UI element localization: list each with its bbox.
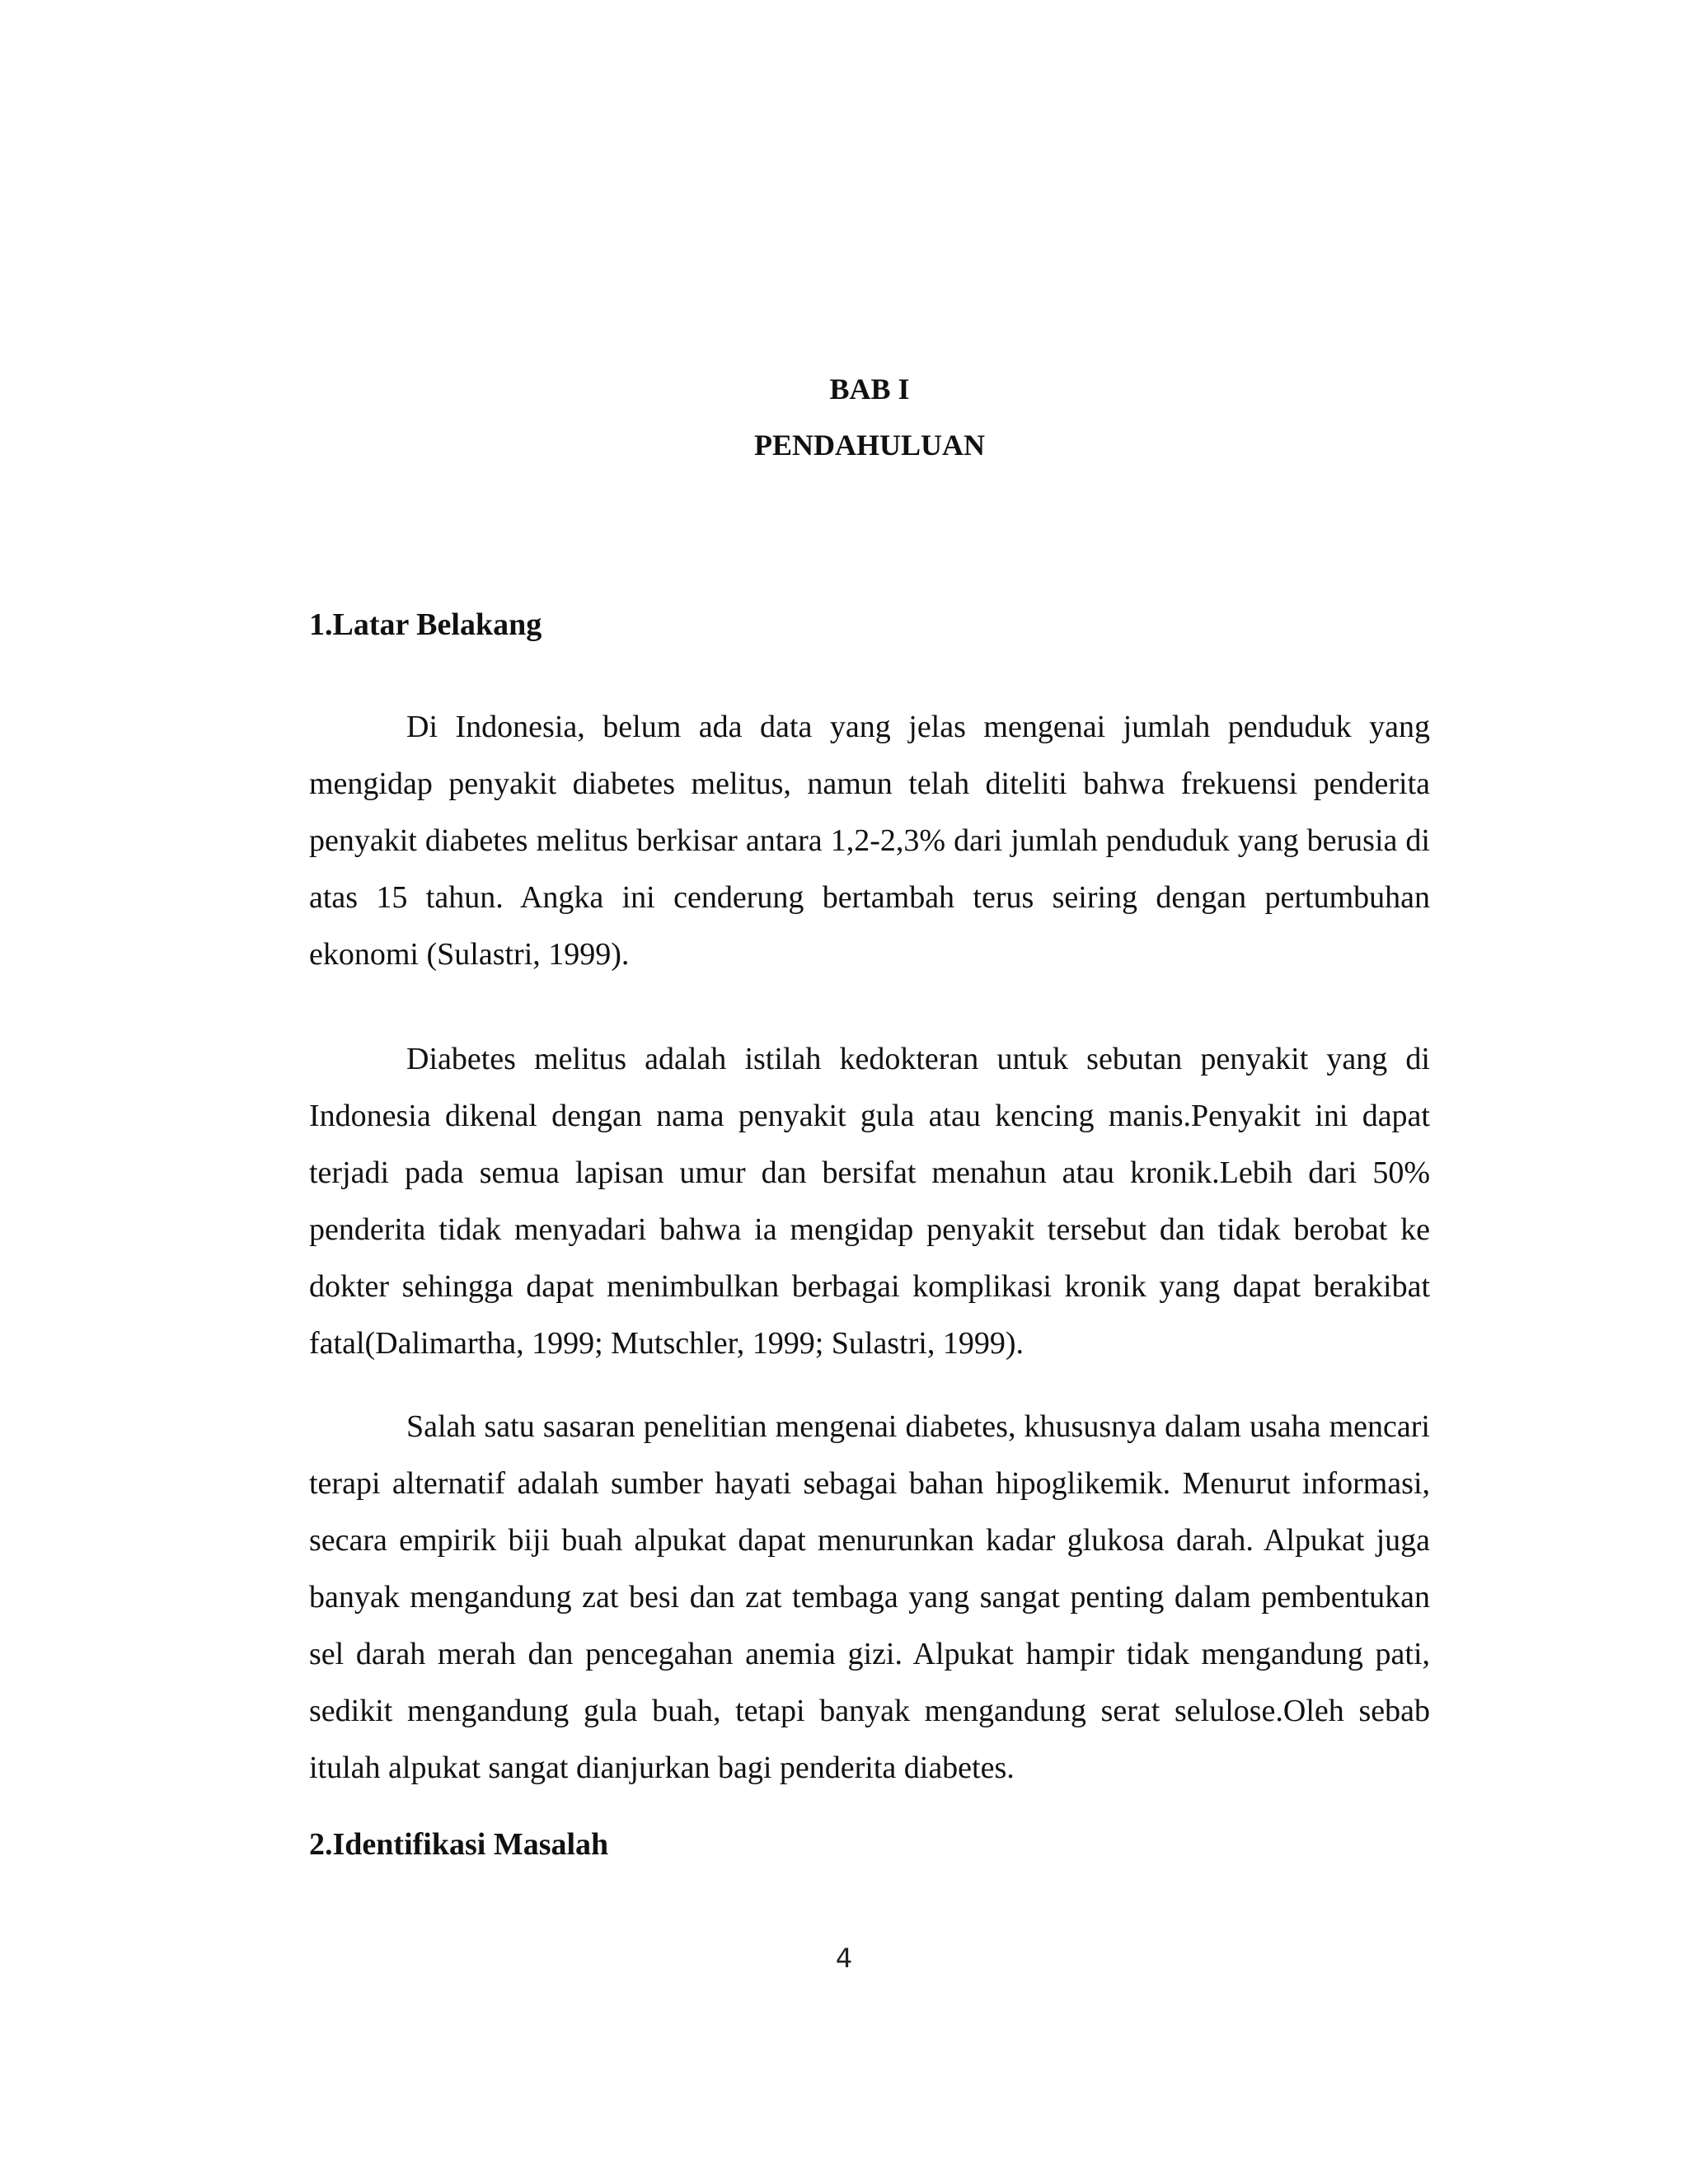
paragraph-2: Diabetes melitus adalah istilah kedokteran untuk sebutan penyakit yang di Indonesia dikenal dengan nama penyakit gula atau kencing manis.Penyakit ini dapat terjadi pada semua lapisan umur dan bersifat menahun atau kronik.Lebih dari 50% penderita tidak menyadari bahwa ia mengidap penyakit tersebut dan tidak berobat ke dokter sehingga dapat menimbulkan berbagai komplikasi kronik yang dapat berakibat fatal(Dalimartha, 1999; Mutschler, 1999; Sulastri, 1999). — [309, 1042, 1430, 1361]
section-heading-identifikasi-masalah: 2.Identifikasi Masalah — [309, 1827, 609, 1862]
paragraph-1: Di Indonesia, belum ada data yang jelas mengenai jumlah penduduk yang mengidap penyakit diabetes melitus, namun telah diteliti bahwa frekuensi penderita penyakit diabetes melitus berkisar antara 1,2-2,3% dari jumlah penduduk yang berusia di atas 15 tahun. Angka ini cenderung bertambah terus seiring dengan pertumbuhan ekonomi (Sulastri, 1999). — [309, 710, 1430, 972]
chapter-title: PENDAHULUAN — [753, 429, 985, 462]
paragraph-3: Salah satu sasaran penelitian mengenai diabetes, khususnya dalam usaha mencari terapi alternatif adalah sumber hayati sebagai bahan hipoglikemik. Menurut informasi, secara empirik biji buah alpukat dapat menurunkan kadar glukosa darah. Alpukat juga banyak mengandung zat besi dan zat tembaga yang sangat penting dalam pembentukan sel darah merah dan pencegahan anemia gizi. Alpukat hampir tidak mengandung pati, sedikit mengandung gula buah, tetapi banyak mengandung serat selulose.Oleh sebab itulah alpukat sangat dianjurkan bagi penderita diabetes. — [309, 1409, 1430, 1785]
page-content — [309, 369, 1430, 1864]
chapter-number: BAB I — [829, 373, 910, 405]
page-number: 4 — [835, 1943, 853, 1974]
section-heading-latar-belakang: 1.Latar Belakang — [309, 607, 542, 642]
